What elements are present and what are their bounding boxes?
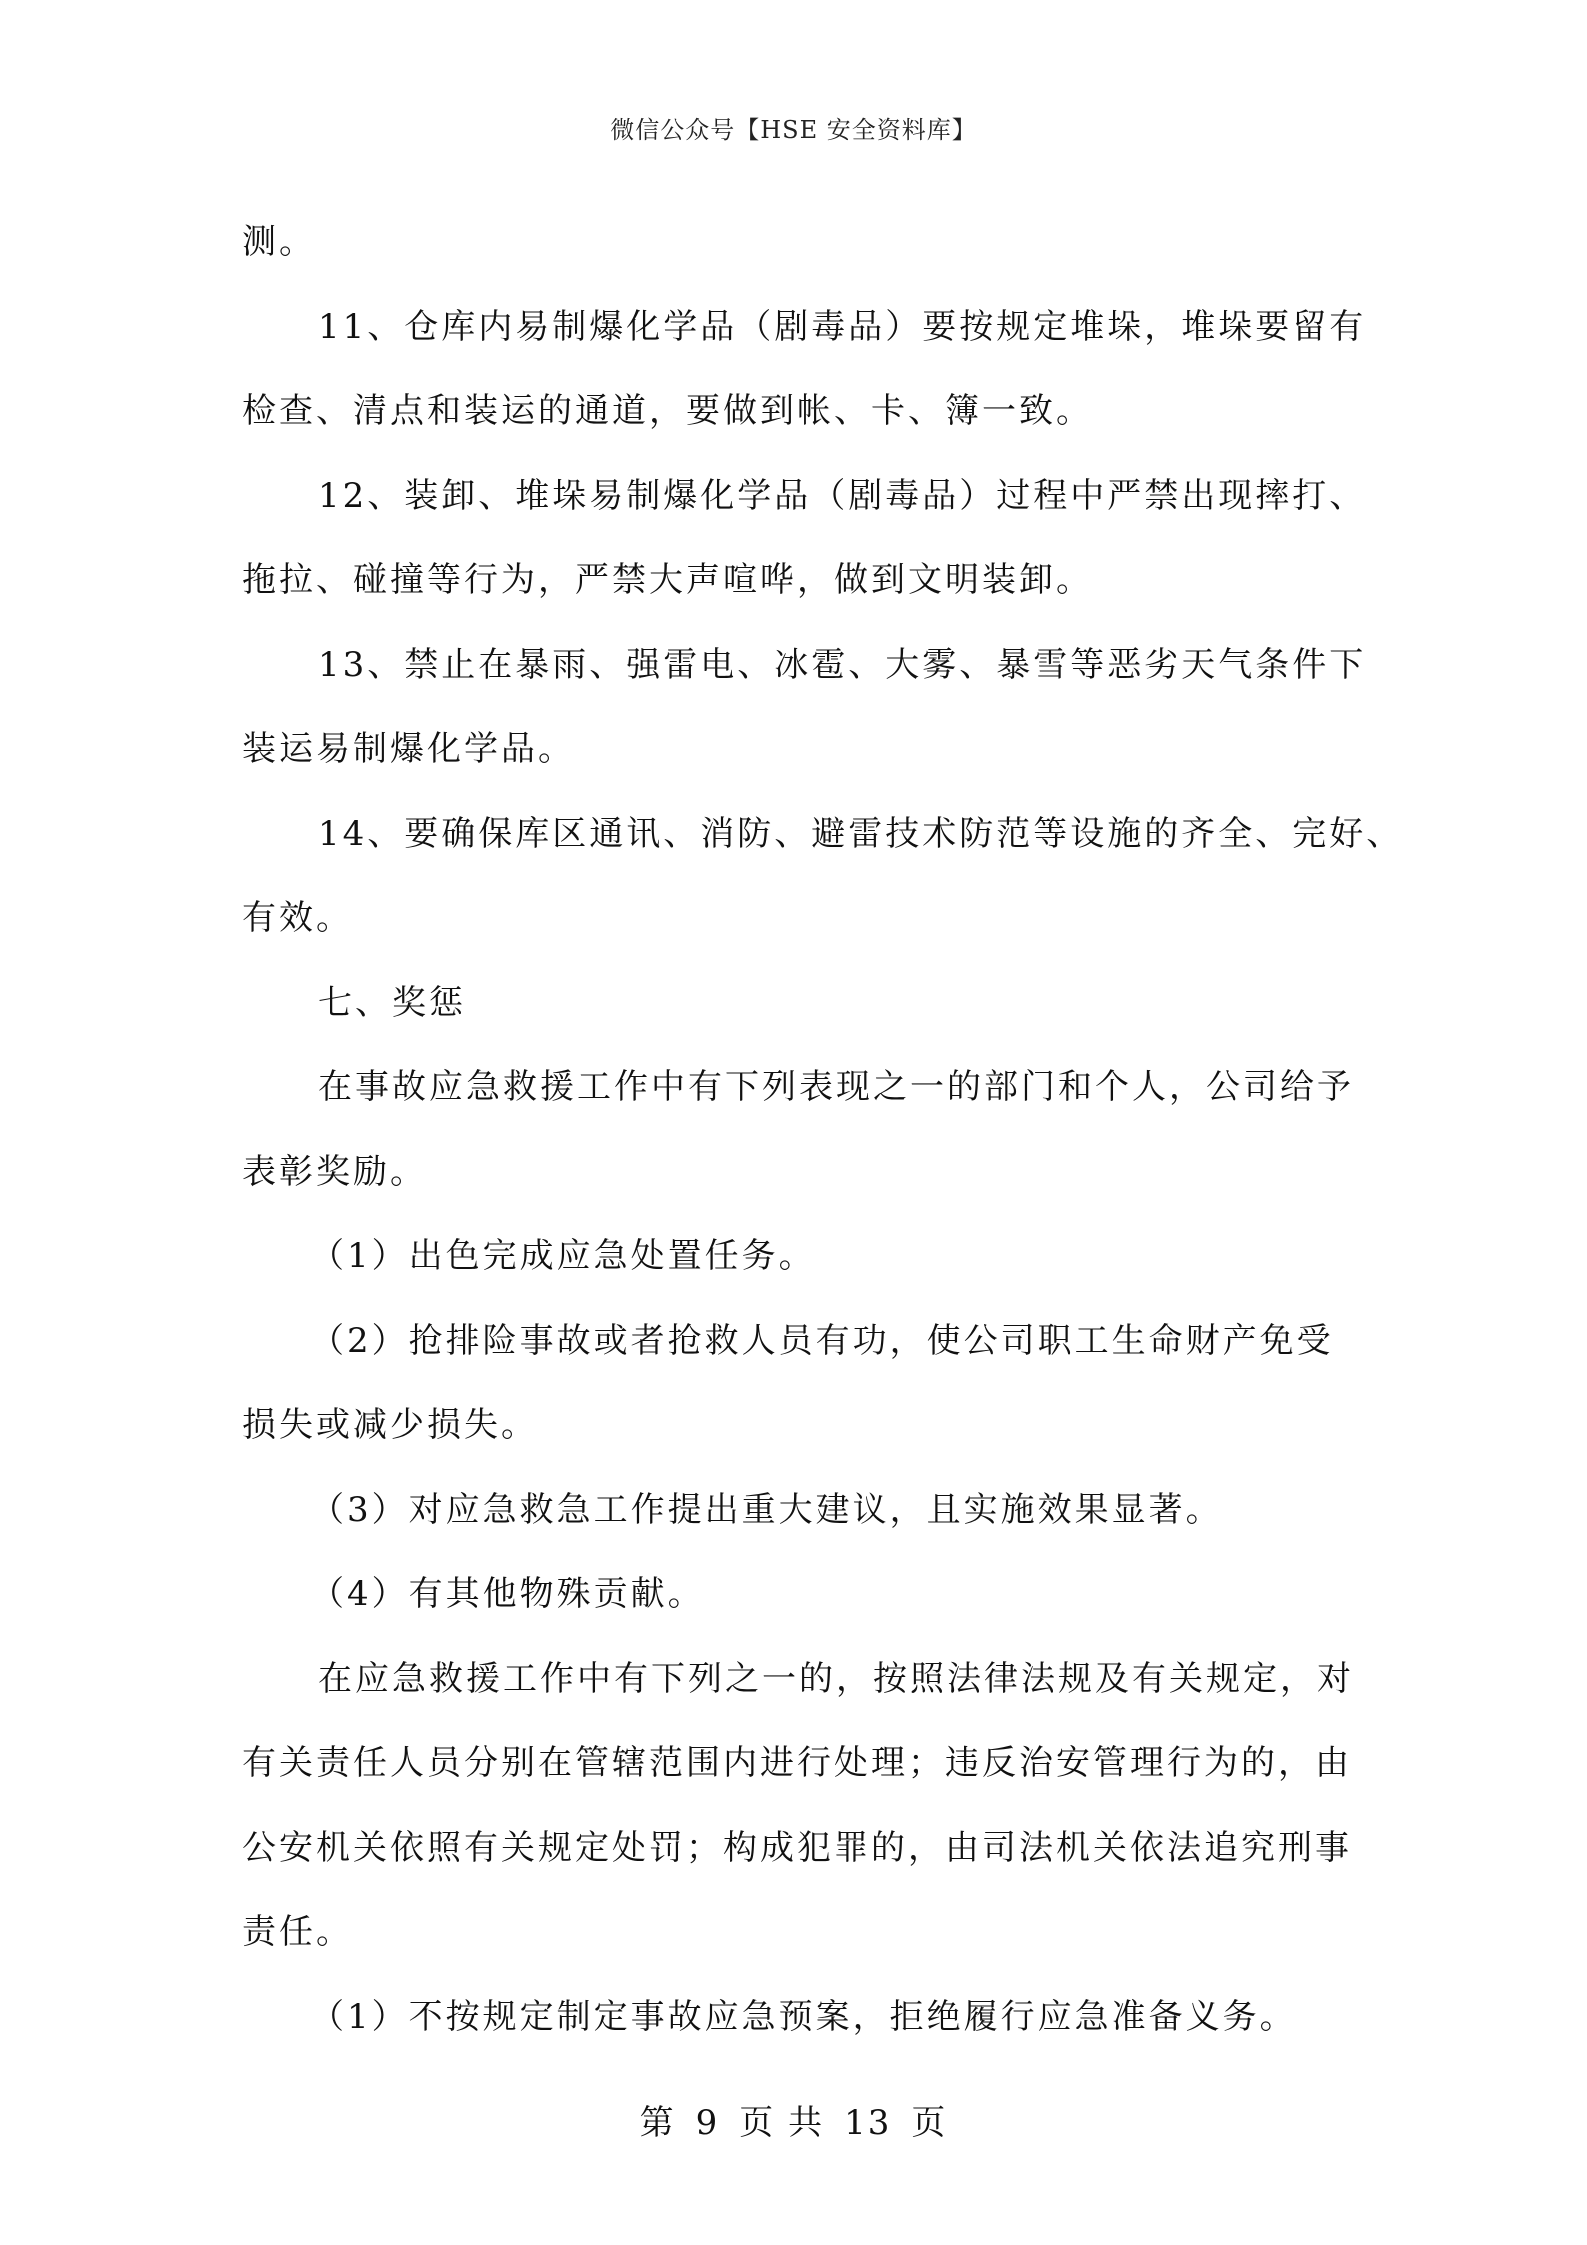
body-line: 公安机关依照有关规定处罚；构成犯罪的，由司法机关依法追究刑事 bbox=[242, 1827, 1352, 1868]
footer-prefix: 第 bbox=[639, 2103, 676, 2143]
body-line: 表彰奖励。 bbox=[242, 1151, 427, 1192]
list-item: （3）对应急救急工作提出重大建议，且实施效果显著。 bbox=[310, 1489, 1223, 1530]
body-line: 装运易制爆化学品。 bbox=[242, 729, 575, 769]
section-heading: 七、奖惩 bbox=[318, 982, 466, 1023]
body-line: 12、装卸、堆垛易制爆化学品（剧毒品）过程中严禁出现摔打、 bbox=[318, 475, 1367, 516]
list-item: （4）有其他物殊贡献。 bbox=[310, 1574, 705, 1614]
body-line: 有效。 bbox=[242, 898, 353, 938]
list-item: （1）不按规定制定事故应急预案，拒绝履行应急准备义务。 bbox=[310, 1996, 1297, 2037]
document-body bbox=[242, 200, 1404, 2059]
page-header: 微信公众号【HSE 安全资料库】 bbox=[610, 116, 977, 144]
body-line: 测。 bbox=[242, 222, 316, 262]
body-line: 11、仓库内易制爆化学品（剧毒品）要按规定堆垛，堆垛要留有 bbox=[318, 306, 1367, 347]
body-line: 在事故应急救援工作中有下列表现之一的部门和个人，公司给予 bbox=[318, 1067, 1354, 1107]
total-page-count: 13 bbox=[844, 2103, 892, 2143]
body-line: 检查、清点和装运的通道，要做到帐、卡、簿一致。 bbox=[242, 391, 1093, 431]
body-line: 有关责任人员分别在管辖范围内进行处理；违反治安管理行为的，由 bbox=[242, 1743, 1352, 1783]
body-line: 拖拉、碰撞等行为，严禁大声喧哗，做到文明装卸。 bbox=[242, 560, 1093, 600]
list-item: （1）出色完成应急处置任务。 bbox=[310, 1236, 816, 1276]
current-page-number: 9 bbox=[695, 2103, 720, 2143]
footer-suffix: 页 bbox=[911, 2103, 948, 2143]
body-line: 在应急救援工作中有下列之一的，按照法律法规及有关规定，对 bbox=[318, 1658, 1354, 1699]
footer-middle: 页 共 bbox=[739, 2103, 825, 2143]
page-footer bbox=[0, 2095, 1587, 2144]
body-line: 损失或减少损失。 bbox=[242, 1405, 538, 1445]
body-line: 13、禁止在暴雨、强雷电、冰雹、大雾、暴雪等恶劣天气条件下 bbox=[318, 644, 1367, 685]
body-line: 责任。 bbox=[242, 1912, 353, 1952]
list-item: （2）抢排险事故或者抢救人员有功，使公司职工生命财产免受 bbox=[310, 1320, 1334, 1361]
body-line: 14、要确保库区通讯、消防、避雷技术防范等设施的齐全、完好、 bbox=[318, 813, 1404, 854]
